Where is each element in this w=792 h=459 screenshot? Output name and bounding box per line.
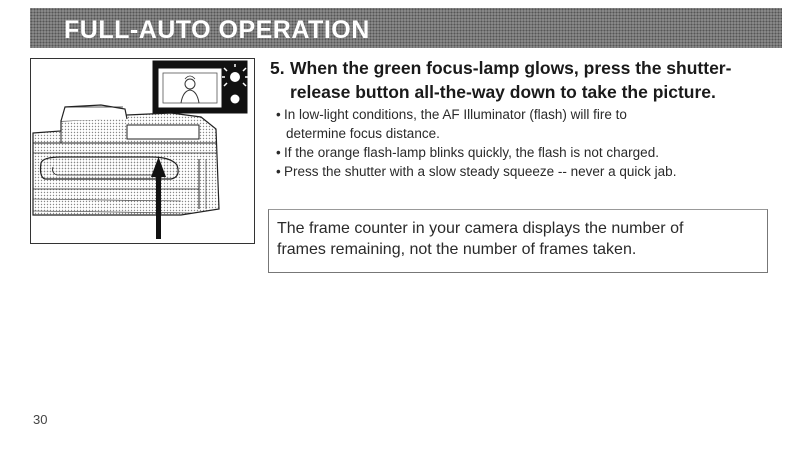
- step-text-line1: When the green focus-lamp glows, press the shutter-: [290, 58, 732, 78]
- flash-lamp-icon: [231, 95, 240, 104]
- list-item: [276, 143, 776, 162]
- bullet-text: In low-light conditions, the AF Illuminator (flash) will fire to: [284, 107, 627, 122]
- note-text-line2: frames remaining, not the number of frames taken.: [277, 241, 637, 258]
- camera-illustration: [30, 58, 255, 244]
- bullet-text: If the orange flash-lamp blinks quickly, the flash is not charged.: [284, 145, 659, 160]
- tips-list: [276, 105, 776, 181]
- note-box: [268, 209, 768, 273]
- step-number: 5.: [270, 58, 285, 78]
- bullet-text: Press the shutter with a slow steady squeeze -- never a quick jab.: [284, 164, 677, 179]
- page-number: 30: [33, 412, 48, 427]
- shutter-button: [61, 105, 127, 121]
- section-title: FULL-AUTO OPERATION: [64, 16, 370, 44]
- step-text-line2: release button all-the-way down to take the picture.: [290, 82, 716, 102]
- section-header-banner: [30, 8, 782, 48]
- step-instruction: [270, 56, 770, 104]
- note-text-line1: The frame counter in your camera displays the number of: [277, 220, 684, 237]
- list-item: [276, 162, 776, 181]
- list-item: [276, 105, 776, 143]
- camera-body: [33, 113, 219, 215]
- bullet-text-cont: determine focus distance.: [286, 126, 440, 141]
- viewfinder-inset: [153, 61, 247, 113]
